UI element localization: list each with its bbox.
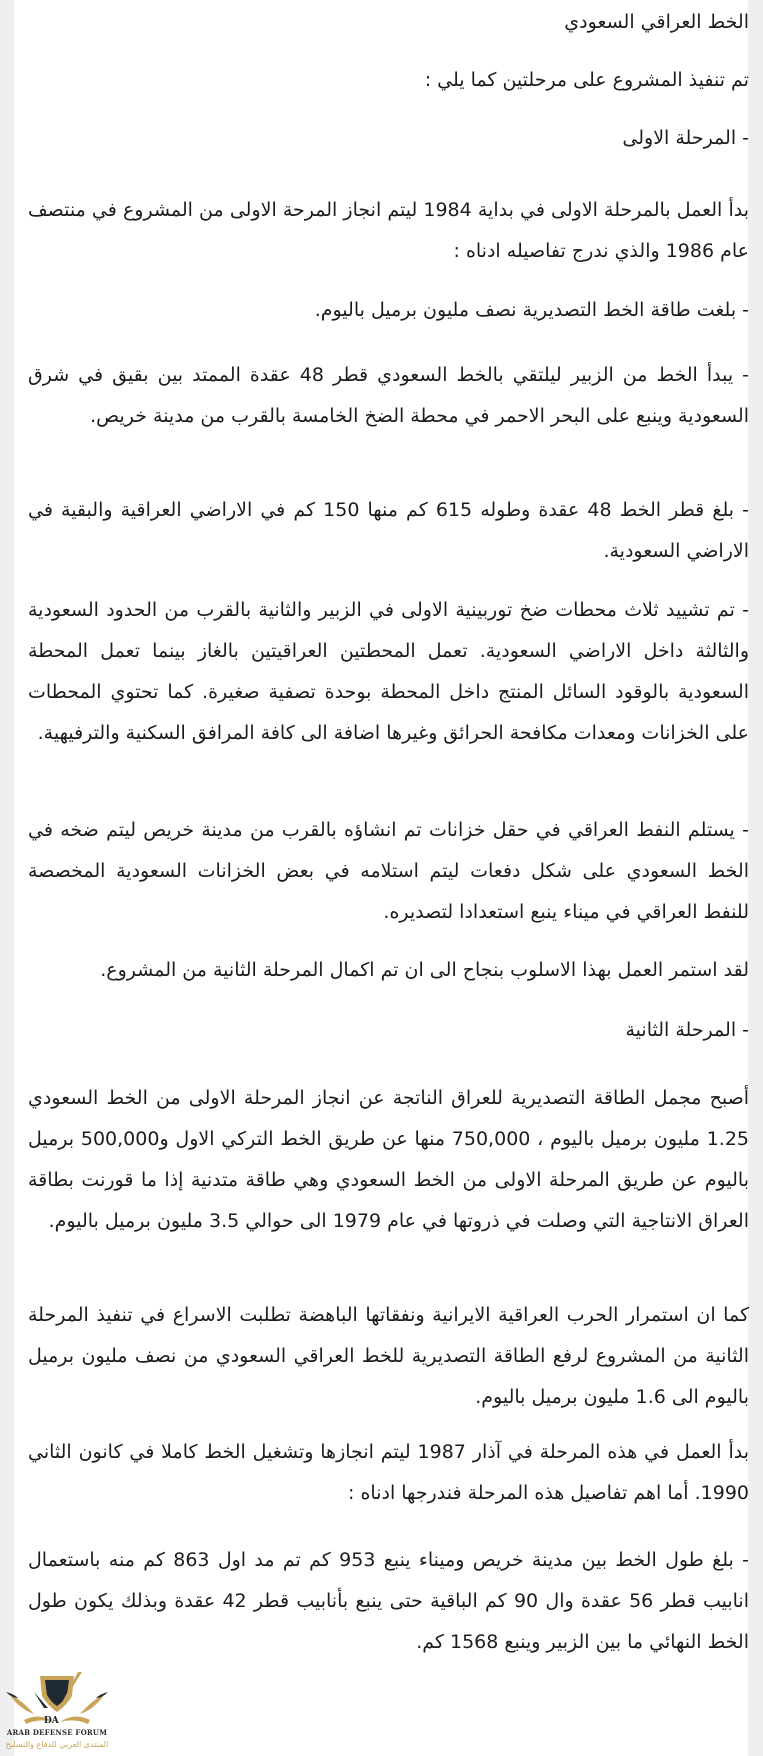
phase2-heading: - المرحلة الثانية [625,1019,749,1041]
phase2-paragraph: كما ان استمرار الحرب العراقية الايرانية ونفقاتها الباهضة تطلبت الاسراع في تنفيذ المرحلة الثانية من المشروع لرفع الطاقة التصديرية للخط العراقي السعودي من نصف مليون برميل باليوم الى 1.6 مليون برميل باليوم. [28,1304,749,1408]
logo-name-en: ARAB DEFENSE FORUM [6,1728,108,1737]
phase2-paragraph: بدأ العمل في هذه المرحلة في آذار 1987 ليتم انجازها وتشغيل الخط كاملا في كانون الثاني 1990. أما اهم تفاصيل هذه المرحلة فندرجها ادناه : [28,1441,749,1504]
phase1-heading: - المرحلة الاولى [622,127,749,149]
phase1-point: - بلغت طاقة الخط التصديرية نصف مليون برميل باليوم. [314,299,749,321]
article-title: الخط العراقي السعودي [564,11,749,33]
phase1-conclusion: لقد استمر العمل بهذا الاسلوب بنجاح الى ان تم اكمال المرحلة الثانية من المشروع. [100,959,749,981]
phase1-intro: بدأ العمل بالمرحلة الاولى في بداية 1984 ليتم انجاز المرحة الاولى من المشروع في منتصف عام 1986 والذي ندرج تفاصيله ادناه : [28,199,749,262]
intro-text: تم تنفيذ المشروع على مرحلتين كما يلي : [424,69,749,91]
logo-name-ar: المنتدى العربي للدفاع والتسليح [5,1740,109,1749]
document-page [14,0,748,1756]
phase2-paragraph: أصبح مجمل الطاقة التصديرية للعراق الناتجة عن انجاز المرحلة الاولى من الخط السعودي 1.25 مليون برميل باليوم ، 750,000 منها عن طريق الخط التركي الاول و500,000 برميل باليوم عن طريق المرحلة الاولى من الخط السعودي وهي طاقة متدنية إذا ما قورنت بطاقة العراق الانتاجية التي وصلت في ذروتها في عام 1979 الى حوالي 3.5 مليون برميل باليوم. [28,1087,749,1232]
phase1-point: - بلغ قطر الخط 48 عقدة وطوله 615 كم منها 150 كم في الاراضي العراقية والبقية في الاراضي السعودية. [28,499,749,562]
logo-emblem-text: DA [44,1716,59,1726]
phase1-point: - تم تشييد ثلاث محطات ضخ توربينية الاولى في الزبير والثانية بالقرب من الحدود السعودية والثالثة داخل الاراضي السعودية. تعمل المحطتين العراقيتين بالغاز بينما تعمل المحطة السعودية بالوقود السائل المنتج داخل المحطة بوحدة تصفية صغيرة. كما تحتوي المحطات على الخزانات ومعدات مكافحة الحرائق وغيرها اضافة الى كافة المرافق السكنية والترفيهية. [28,599,749,744]
phase2-point: - بلغ طول الخط بين مدينة خريص وميناء ينبع 953 كم تم مد اول 863 كم منه باستعمال انابيب قطر 56 عقدة وال 90 كم الباقية حتى ينبع بأنابيب قطر 42 عقدة وبذلك يكون طول الخط النهائي ما بين الزبير وينبع 1568 كم. [28,1549,749,1653]
phase1-point: - يستلم النفط العراقي في حقل خزانات تم انشاؤه بالقرب من مدينة خريص ليتم ضخه في الخط السعودي على شكل دفعات ليتم استلامه في بعض الخزانات السعودية المخصصة للنفط العراقي في ميناء ينبع استعدادا لتصديره. [28,819,749,923]
arab-defense-forum-watermark [4,1668,110,1754]
phase1-point: - يبدأ الخط من الزبير ليلتقي بالخط السعودي قطر 48 عقدة الممتد بين بقيق في شرق السعودية وينبع على البحر الاحمر في محطة الضخ الخامسة بالقرب من مدينة خريص. [28,364,749,427]
